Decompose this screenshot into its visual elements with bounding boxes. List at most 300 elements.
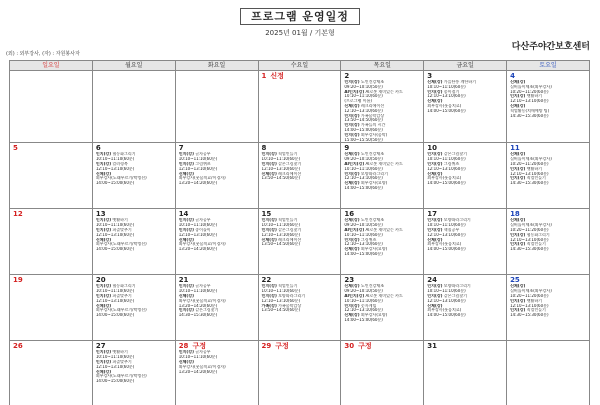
day-number: [93, 275, 175, 284]
program-name: 퍼즐맞추기: [112, 227, 132, 232]
program-name: 모양따라그리기: [443, 218, 471, 223]
day-number-text: 2: [344, 72, 350, 80]
day-number: [176, 71, 258, 72]
program-tag: 인지(강): [510, 298, 526, 303]
program-name: 노인건강체조: [360, 80, 385, 84]
day-number-text: 16: [344, 210, 355, 219]
program-tag: 인지(강): [344, 123, 360, 128]
program-name: 협동화그리기: [112, 284, 136, 289]
program-tag: 신체(강): [95, 369, 112, 374]
weekday-thursday: 목요일: [341, 61, 424, 71]
program-time: 14:00~15:00(60분): [344, 317, 383, 322]
day-cell: [507, 341, 590, 405]
program-time: 14:30~15:30(60분): [510, 247, 549, 252]
weekday-wednesday: 수요일: [258, 61, 341, 71]
week-row: [10, 275, 590, 341]
day-number-text: 31: [427, 342, 437, 351]
day-cell: [175, 71, 258, 143]
page-title: 프로그램 운영일정: [240, 8, 360, 25]
day-cell: [10, 71, 93, 143]
program-name: 그림퀴즈: [195, 161, 211, 166]
program-name: 모양따라그리기: [360, 171, 388, 176]
legend-note: (외) : 외부강사, (자) : 자원봉사자: [6, 51, 80, 57]
day-number-text: 11: [510, 144, 520, 153]
day-cell: [424, 275, 507, 341]
program-tag: 신체(강): [95, 171, 112, 176]
program-name: 노인건강체조: [360, 284, 385, 289]
program-tag: 신체(강): [95, 303, 112, 308]
program-time: 10:10~11:10(60분): [427, 289, 466, 294]
program-time: 12:10~13:10(60분): [95, 364, 135, 369]
program-name: 외부강사(노래부르기/박정선): [95, 176, 147, 181]
day-cell: [424, 209, 507, 275]
program-name: 협동화그리기: [112, 152, 136, 157]
program-name: 옛활하기: [526, 166, 543, 171]
program-name: 외부강사(노래부르기/박정선): [95, 374, 147, 379]
holiday-note: 구정: [358, 342, 372, 351]
program-time: 12:10~13:10(60분): [344, 108, 383, 113]
program-tag: 신체(강): [95, 237, 112, 242]
program-time: 12:10~13:10(60분): [178, 166, 218, 171]
day-cell: [258, 143, 341, 209]
program-tag: 신체(강): [178, 293, 194, 298]
day-cell: [341, 143, 424, 209]
program-tag: 인지(강): [261, 152, 277, 157]
day-cell: [424, 143, 507, 209]
day-cell: [92, 209, 175, 275]
day-cell: [10, 143, 93, 209]
program-tag: 신체(강): [344, 247, 360, 252]
program-tag: 인지(강): [178, 308, 194, 313]
program-tag: 신체(강): [427, 99, 443, 104]
program-name: 옛활하기: [526, 94, 543, 99]
program-name: 외부강사(음악): [360, 132, 388, 137]
program-tag: 신체(강): [510, 103, 526, 108]
program-name: 그림퀴즈: [443, 161, 460, 166]
day-number-text: 14: [178, 210, 189, 219]
program-tag: AI인지(강): [344, 227, 365, 232]
program-time: 14:00~15:00(60분): [95, 379, 135, 384]
program-time: 09:20~10:10(50분): [344, 289, 383, 294]
day-number-text: 9: [344, 144, 350, 153]
program-name: 같은그림찾기: [278, 161, 302, 166]
day-number-text: 24: [427, 276, 437, 285]
program-time: 10:10~11:10(60분): [178, 289, 218, 294]
program-name: 직업인들기: [526, 308, 546, 313]
day-cell: [341, 341, 424, 405]
day-cell: [258, 275, 341, 341]
program-tag: 인지(강): [95, 350, 112, 355]
program-time: 13:20~14:20(60분): [178, 369, 218, 374]
day-number: [507, 275, 589, 284]
program-time: 10:10~11:10(60분): [261, 289, 301, 294]
week-row: [10, 71, 590, 143]
day-number: [93, 341, 175, 350]
program-name: 같은그림찾기: [278, 227, 302, 232]
program-time: 12:10~13:10(60분): [510, 171, 549, 176]
program-tag: 인지(강): [510, 166, 526, 171]
day-cell: [92, 143, 175, 209]
program-time: 13:20~14:20(60분): [178, 247, 218, 252]
day-number: [341, 71, 423, 80]
program-time: 10:10~11:10(60분): [95, 157, 135, 162]
day-number: [10, 209, 92, 218]
day-cell: [507, 71, 590, 143]
day-number-text: 6: [95, 144, 101, 153]
day-number: [10, 143, 92, 152]
program-name: 외부강사(요양): [360, 313, 388, 318]
program-time: 10:20~11:20(60분): [510, 293, 549, 298]
program-name: AI로봇 재미있는 카드: [365, 161, 403, 166]
program-name: 종이놀이: [195, 227, 211, 232]
program-time: 12:10~13:10(60분): [510, 237, 549, 242]
program-tag: 신체(강): [344, 284, 360, 289]
program-name: 가족들의 시간: [360, 123, 386, 128]
program-time: 12:10~13:10(60분): [510, 99, 549, 104]
program-tag: 인지(강): [178, 218, 194, 223]
program-tag: 인지(강): [344, 237, 360, 242]
program-tag: 신체(강): [510, 218, 526, 223]
program-time: 14:00~15:00(60분): [427, 108, 466, 113]
program-time: 13:50~14:50(60분): [261, 242, 301, 247]
program-tag: 인지(강): [510, 242, 526, 247]
program-time: 12:10~13:10(60분): [178, 232, 218, 237]
day-cell: [341, 275, 424, 341]
day-number: [176, 341, 258, 350]
program-time: 12:10~13:10(60분): [261, 166, 301, 171]
program-time: 13:50~14:50(60분): [261, 176, 301, 181]
program-name: 외부강사(웃음치료/이경자): [178, 364, 226, 369]
holiday-note: 신정: [270, 72, 284, 80]
program-tag: 인지(강): [95, 227, 112, 232]
weekday-sunday: 일요일: [10, 61, 93, 71]
program-tag: 신체(강): [261, 171, 277, 176]
day-number-text: 25: [510, 276, 520, 285]
program-time: 10:10~11:10(60분): [344, 232, 383, 237]
program-time: 09:20~10:10(50분): [344, 223, 383, 228]
program-tag: 인지(강): [95, 161, 112, 166]
program-tag: 인지(강): [261, 227, 277, 232]
holiday-note: 구정: [275, 342, 289, 351]
program-time: 10:10~11:10(60분): [344, 166, 383, 171]
program-time: 13:20~14:20(60분): [178, 181, 218, 186]
program-name: 가족음악감상: [278, 303, 302, 308]
day-cell: [92, 275, 175, 341]
week-row: [10, 341, 590, 405]
program-name: 실버놀이체조(외부강사): [510, 289, 552, 294]
program-time: 10:20~11:20(60분): [510, 89, 549, 94]
program-time: 10:10~11:10(60분): [178, 355, 218, 360]
program-name: 외부강사(웃음치료/이경자): [178, 242, 226, 247]
program-name: 노인건강체조: [360, 218, 385, 223]
program-time: 13:20~14:20(60분): [178, 303, 218, 308]
program-name: 직업인들기: [278, 152, 298, 157]
program-time: 12:10~13:10(60분): [510, 303, 549, 308]
program-name: 외부강사(웃음치료): [427, 176, 462, 181]
day-number: [93, 71, 175, 72]
day-number-text: 8: [261, 144, 267, 153]
weekday-friday: 금요일: [424, 61, 507, 71]
program-name: 외부강사(요양): [360, 181, 388, 186]
program-time: 12:10~13:10(60분): [427, 298, 466, 303]
program-tag: 인지(강): [427, 218, 443, 223]
program-time: 12:10~13:10(60분): [261, 298, 301, 303]
day-number-text: 22: [261, 276, 272, 285]
weekday-monday: 월요일: [92, 61, 175, 71]
program-tag: AI인지(강): [344, 161, 365, 166]
program-time: 09:20~10:10(50분): [344, 84, 383, 89]
day-cell: [341, 209, 424, 275]
program-tag: 인지(강): [427, 161, 443, 166]
program-tag: 신체(강): [427, 237, 443, 242]
program-name: 색칠공부: [443, 227, 460, 232]
day-number-text: 21: [178, 276, 189, 285]
day-number: [10, 341, 92, 350]
program-tag: 인지(강): [344, 80, 360, 84]
program-tag: 인지(강): [95, 359, 112, 364]
calendar-body: [10, 71, 590, 405]
program-time: 10:10~11:10(60분): [178, 157, 218, 162]
weekday-tuesday: 화요일: [175, 61, 258, 71]
program-name: 옛활하기: [526, 298, 543, 303]
day-number: [176, 275, 258, 284]
program-tag: 인지(강): [261, 218, 277, 223]
day-number-text: 12: [13, 210, 23, 219]
day-cell: [175, 341, 258, 405]
day-cell: [424, 71, 507, 143]
program-tag: 신체(강): [178, 171, 194, 176]
day-number-text: 29: [261, 342, 272, 351]
program-tag: 인지(강): [344, 132, 360, 137]
day-number-text: 1: [261, 72, 267, 80]
program-tag: 인지(강): [427, 152, 443, 157]
program-name: 컬러링북: [112, 161, 128, 166]
program-time: 12:10~13:10(60분): [427, 94, 466, 99]
program-name: 같은그림찾기: [443, 293, 467, 298]
program-name: 레크리에이션: [278, 237, 302, 242]
program-tag: 인지(강): [178, 227, 194, 232]
program-time: 10:10~11:10(60분): [427, 84, 466, 89]
day-number: [424, 71, 506, 80]
day-number: [93, 143, 175, 152]
day-cell: [92, 71, 175, 143]
program-tag: 신체(강): [178, 359, 194, 364]
program-name: 외부강사(웃음치료/이경자): [178, 298, 226, 303]
program-time: 15:00~15:50(50분): [344, 137, 383, 142]
program-name: 외부강사(웃음치료): [427, 242, 462, 247]
program-time: 14:30~15:30(60분): [510, 313, 549, 318]
day-number: [341, 209, 423, 218]
program-tag: 신체(강): [427, 80, 443, 84]
day-number-text: 23: [344, 276, 355, 285]
day-number-text: 27: [95, 342, 106, 351]
program-time: 12:10~13:10(60분): [344, 176, 383, 181]
day-cell: [92, 341, 175, 405]
program-name: 외부강사(요양): [360, 247, 388, 252]
program-time: 14:00~15:00(60분): [344, 251, 383, 256]
program-name: 직업활동(치매예방 팀): [510, 108, 550, 113]
program-tag: 신체(강): [427, 303, 443, 308]
program-name: AI로봇 재미있는 카드: [365, 89, 403, 94]
day-number: [507, 341, 589, 342]
program-name: 같은그림찾기: [443, 152, 467, 157]
program-time: 13:50~14:50(60분): [344, 118, 383, 123]
day-number: [176, 143, 258, 152]
day-number: [10, 275, 92, 284]
program-name: 직업인들기: [278, 284, 298, 289]
program-tag: 인지(강): [178, 161, 194, 166]
day-cell: [10, 275, 93, 341]
program-tag: 인지(강): [427, 293, 443, 298]
day-number-text: 13: [95, 210, 106, 219]
program-tag: 인지(강): [510, 94, 526, 99]
program-tag: 인지(강): [427, 284, 443, 289]
program-tag: 신체(강): [510, 80, 526, 84]
program-tag: AI인지(강): [344, 89, 365, 94]
program-time: 14:00~15:00(60분): [344, 127, 383, 132]
day-cell: [10, 209, 93, 275]
program-time: 12:10~13:10(60분): [261, 232, 301, 237]
day-number: [10, 71, 92, 72]
day-number: [259, 209, 341, 218]
program-tag: 신체(강): [510, 152, 526, 157]
holiday-note: 구정: [192, 342, 206, 351]
program-tag: 인지(강): [510, 232, 526, 237]
program-time: 10:10~11:10(60분): [427, 223, 466, 228]
program-time: 10:10~11:10(60분): [261, 157, 301, 162]
program-time: 12:10~13:10(60분): [344, 242, 383, 247]
program-time: 10:10~11:10(60분): [178, 223, 218, 228]
day-number: [424, 209, 506, 218]
program-time: 10:10~11:10(60분): [344, 94, 383, 99]
program-name: 외부강사(웃음치료): [427, 103, 462, 108]
program-name: 숫자게임: [360, 303, 377, 308]
program-time: 09:20~10:10(50분): [344, 157, 383, 162]
program-tag: 신체(강): [510, 284, 526, 289]
week-row: [10, 209, 590, 275]
program-time: 12:10~13:10(60분): [344, 308, 383, 313]
program-tag: 인지(강): [95, 293, 112, 298]
day-number-text: 10: [427, 144, 437, 153]
program-tag: 인지(강): [344, 113, 360, 118]
program-tag: 신체(강): [261, 237, 277, 242]
program-name: 모양따라그리기: [443, 284, 471, 289]
program-tag: 신체(강): [344, 313, 360, 318]
day-number-text: 4: [510, 72, 515, 80]
program-time: 14:30~15:30(60분): [510, 113, 549, 118]
program-time: 10:10~11:10(60분): [95, 355, 135, 360]
program-name: 외부강사(웃음치료): [427, 308, 462, 313]
program-time: 12:10~13:10(60분): [95, 232, 135, 237]
program-tag: 신체(강): [344, 218, 360, 223]
day-cell: [258, 71, 341, 143]
day-number: [259, 71, 341, 80]
program-name: AI로봇 재미있는 카드: [365, 227, 403, 232]
program-name: 실버놀이체조(외부강사): [510, 223, 552, 228]
day-cell: [175, 143, 258, 209]
day-cell: [258, 341, 341, 405]
center-name: 다산주야간보호센터: [511, 42, 590, 52]
program-name: 퍼즐맞추기: [112, 293, 132, 298]
program-name: 실버놀이체조(외부강사): [510, 157, 552, 162]
program-name: 외부강사(노래부르기/박정선): [95, 308, 147, 313]
program-tag: 인지(강): [261, 161, 277, 166]
day-cell: [507, 275, 590, 341]
program-name: 같은그림찾기: [195, 308, 219, 313]
day-cell: [507, 209, 590, 275]
program-tag: 인지(강): [95, 284, 112, 289]
program-name: 퍼즐맞추기: [112, 359, 132, 364]
program-name: 가을단풍 계단하기: [443, 80, 476, 84]
program-time: 14:00~15:00(60분): [427, 313, 466, 318]
program-tag: 신체(강): [178, 237, 194, 242]
program-name: 레크리에이션: [360, 103, 385, 108]
program-tag: 인지(강): [178, 284, 194, 289]
program-name: 옛활하기: [112, 350, 128, 355]
day-number-text: 19: [13, 276, 23, 285]
program-tag: 인지(강): [178, 152, 194, 157]
program-name: 모양따라그리기: [278, 293, 306, 298]
program-name: AI로봇 재미있는 카드: [365, 293, 403, 298]
program-name: 글자공부: [195, 152, 211, 157]
program-tag: 가족(강): [261, 303, 277, 308]
program-name: 직업인들기: [526, 242, 546, 247]
day-cell: [258, 209, 341, 275]
program-name: 가족음악감상: [360, 113, 385, 118]
day-number: [341, 341, 423, 350]
day-number-text: 30: [344, 342, 355, 351]
program-tag: 인지(강): [178, 350, 194, 355]
program-time: 14:00~15:00(60분): [427, 247, 466, 252]
day-number-text: 20: [95, 276, 106, 285]
program-name: 글자공부: [195, 284, 211, 289]
day-cell: [507, 143, 590, 209]
day-number-text: 5: [13, 144, 18, 153]
program-name: 그림퀴즈: [360, 237, 377, 242]
day-number: [259, 341, 341, 350]
weekday-saturday: 토요일: [507, 61, 590, 71]
program-time: 10:20~11:20(60분): [510, 161, 549, 166]
day-number: [93, 209, 175, 218]
program-tag: 신체(강): [344, 181, 360, 186]
program-time: 14:00~15:00(60분): [95, 247, 135, 252]
program-time: 14:30~15:30(60분): [178, 313, 218, 318]
program-time: 14:00~15:00(60분): [95, 181, 135, 186]
day-cell: [175, 275, 258, 341]
program-name: 협동화그리기: [526, 232, 550, 237]
day-number-text: 3: [427, 72, 433, 80]
program-time: 13:50~14:50(60분): [261, 308, 301, 313]
program-name: 실버놀이체조(외부강사): [510, 84, 552, 89]
program-tag: 인지(강): [510, 308, 526, 313]
day-cell: [175, 209, 258, 275]
day-cell: [10, 341, 93, 405]
day-number: [507, 143, 589, 152]
program-time: 10:20~11:20(60분): [510, 227, 549, 232]
program-time: 14:00~15:00(60분): [427, 181, 466, 186]
program-tag: 인지(강): [427, 227, 443, 232]
day-number-text: 26: [13, 342, 23, 351]
day-number-text: 7: [178, 144, 184, 153]
program-tag: 인지(강): [427, 89, 443, 94]
program-time: 10:10~11:10(60분): [427, 157, 466, 162]
program-tag: 인지(강): [261, 284, 277, 289]
program-time: 10:10~11:10(60분): [95, 289, 135, 294]
day-number: [259, 275, 341, 284]
day-number-text: 17: [427, 210, 437, 219]
day-number: [424, 143, 506, 152]
program-name: (프로그램 이름): [344, 99, 372, 104]
